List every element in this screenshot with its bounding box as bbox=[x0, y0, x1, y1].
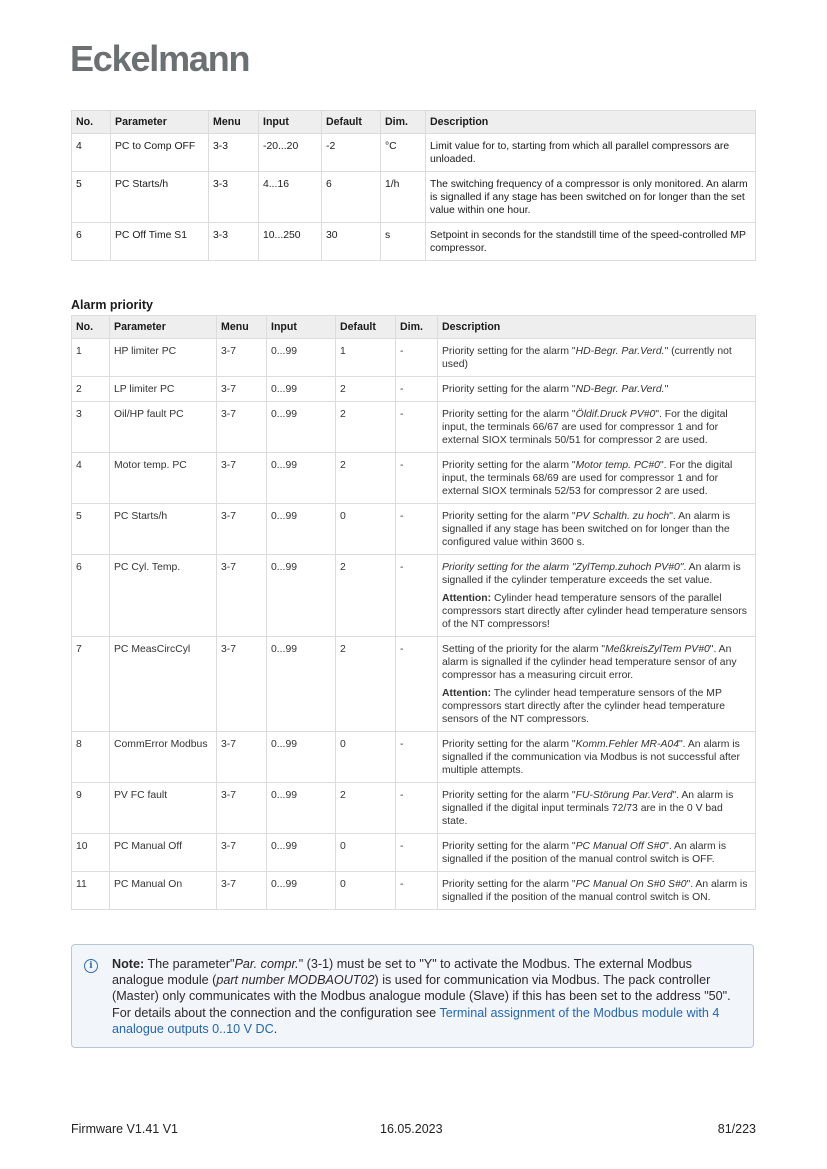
row-input: 0...99 bbox=[267, 504, 336, 555]
row-input: 0...99 bbox=[267, 377, 336, 402]
col-header-parameter: Parameter bbox=[110, 316, 217, 339]
row-parameter: PC Cyl. Temp. bbox=[110, 555, 217, 637]
description-text: Limit value for to, starting from which all parallel compressors are unloaded. bbox=[430, 141, 730, 165]
attention-text: Cylinder head temperature sensors of the parallel compressors start directly after cylinder head temperature sensors of the NT compressors! bbox=[442, 593, 747, 630]
row-input: 0...99 bbox=[267, 339, 336, 377]
row-parameter: PC Starts/h bbox=[111, 172, 209, 223]
row-description bbox=[438, 402, 756, 453]
row-menu: 3-7 bbox=[217, 555, 267, 637]
row-dim: °C bbox=[381, 134, 426, 172]
row-parameter: PC Manual On bbox=[110, 872, 217, 910]
description-text: PC Manual On S#0 S#0 bbox=[575, 879, 687, 890]
row-no: 6 bbox=[72, 223, 111, 261]
description-text: FU-Störung Par.Verd bbox=[575, 790, 673, 801]
row-parameter: PC Off Time S1 bbox=[111, 223, 209, 261]
row-description bbox=[426, 134, 756, 172]
description-text: ". For the digital input, the terminals 68/69 are used for compressor 1 and for external SIOX terminals 52/53 for compressor 2 are used. bbox=[442, 460, 733, 497]
description-text: Priority setting for the alarm " bbox=[442, 879, 576, 890]
row-description bbox=[438, 555, 756, 637]
row-no: 8 bbox=[72, 732, 110, 783]
row-description bbox=[438, 872, 756, 910]
row-description bbox=[438, 834, 756, 872]
row-parameter: CommError Modbus bbox=[110, 732, 217, 783]
description-text: Setpoint in seconds for the standstill time of the speed-controlled MP compressor. bbox=[430, 230, 746, 254]
description-text: MeßkreisZylTem PV#0 bbox=[605, 644, 710, 655]
row-input: -20...20 bbox=[259, 134, 322, 172]
row-description bbox=[438, 377, 756, 402]
description-text: ". For the digital input, the terminals 66/67 are used for compressor 1 and for external SIOX terminals 50/51 for compressor 2 are used. bbox=[442, 409, 728, 446]
table-row bbox=[72, 453, 756, 504]
info-icon: i bbox=[84, 959, 98, 973]
description-text: Öldif.Druck PV#0 bbox=[575, 409, 656, 420]
note-segment: ) is used for communication via Modbus. The pack controller (Master) only communicates with the Modbus analogue module (Slave) if this has been set to the address "50". For details about the connection and the configuration see bbox=[112, 973, 731, 1020]
row-description bbox=[438, 504, 756, 555]
col-header-default: Default bbox=[336, 316, 396, 339]
row-no: 9 bbox=[72, 783, 110, 834]
row-menu: 3-7 bbox=[217, 453, 267, 504]
attention-label: Attention: bbox=[442, 688, 492, 699]
note-label: Note: bbox=[112, 957, 145, 971]
row-input: 0...99 bbox=[267, 402, 336, 453]
row-parameter: PV FC fault bbox=[110, 783, 217, 834]
footer-date: 16.05.2023 bbox=[380, 1122, 443, 1136]
row-input: 0...99 bbox=[267, 783, 336, 834]
table-row bbox=[72, 223, 756, 261]
col-header-no: No. bbox=[72, 316, 110, 339]
row-default: 2 bbox=[336, 402, 396, 453]
col-header-input: Input bbox=[259, 111, 322, 134]
row-no: 7 bbox=[72, 637, 110, 732]
row-description bbox=[426, 172, 756, 223]
row-input: 10...250 bbox=[259, 223, 322, 261]
table-row bbox=[72, 172, 756, 223]
row-no: 4 bbox=[72, 134, 111, 172]
description-text: Komm.Fehler MR-A04 bbox=[575, 739, 679, 750]
row-menu: 3-3 bbox=[209, 134, 259, 172]
row-menu: 3-7 bbox=[217, 377, 267, 402]
description-text: Priority setting for the alarm " bbox=[442, 841, 576, 852]
row-default: 30 bbox=[322, 223, 381, 261]
row-menu: 3-7 bbox=[217, 732, 267, 783]
table-row bbox=[72, 555, 756, 637]
row-input: 0...99 bbox=[267, 637, 336, 732]
description-text: Priority setting for the alarm " bbox=[442, 790, 576, 801]
row-dim: - bbox=[396, 555, 438, 637]
description-text: HD-Begr. Par.Verd. bbox=[575, 346, 665, 357]
row-no: 2 bbox=[72, 377, 110, 402]
description-text: Motor temp. PC#0 bbox=[575, 460, 660, 471]
table-row bbox=[72, 134, 756, 172]
note-text bbox=[112, 956, 744, 1037]
table-header-row bbox=[72, 111, 756, 134]
row-menu: 3-3 bbox=[209, 172, 259, 223]
row-description bbox=[438, 339, 756, 377]
row-no: 6 bbox=[72, 555, 110, 637]
col-header-dim: Dim. bbox=[396, 316, 438, 339]
description-text: PV Schalth. zu hoch bbox=[575, 511, 670, 522]
row-default: 0 bbox=[336, 504, 396, 555]
row-description bbox=[438, 453, 756, 504]
description-text: Priority setting for the alarm " bbox=[442, 460, 576, 471]
row-default: 2 bbox=[336, 783, 396, 834]
row-menu: 3-3 bbox=[209, 223, 259, 261]
row-default: 0 bbox=[336, 872, 396, 910]
description-text: ND-Begr. Par.Verd. bbox=[575, 384, 665, 395]
row-parameter: Motor temp. PC bbox=[110, 453, 217, 504]
row-parameter: PC to Comp OFF bbox=[111, 134, 209, 172]
table-row bbox=[72, 834, 756, 872]
row-default: 6 bbox=[322, 172, 381, 223]
note-box bbox=[71, 944, 754, 1048]
table-row bbox=[72, 783, 756, 834]
description-text: Priority setting for the alarm "ZylTemp.zuhoch PV#0" bbox=[442, 562, 684, 573]
note-segment: Par. compr. bbox=[234, 957, 299, 971]
row-input: 0...99 bbox=[267, 453, 336, 504]
table-row bbox=[72, 339, 756, 377]
attention-label: Attention: bbox=[442, 593, 492, 604]
row-dim: - bbox=[396, 402, 438, 453]
col-header-description: Description bbox=[426, 111, 756, 134]
row-default: 0 bbox=[336, 732, 396, 783]
row-dim: - bbox=[396, 453, 438, 504]
note-segment: The parameter" bbox=[144, 957, 235, 971]
description-text: ". An alarm is signalled if the communication via Modbus is not successful after multiple attempts. bbox=[442, 739, 741, 776]
row-default: 0 bbox=[336, 834, 396, 872]
row-no: 4 bbox=[72, 453, 110, 504]
table-row bbox=[72, 377, 756, 402]
description-text: ". An alarm is signalled if the digital input terminals 72/73 are in the 0 V bad state. bbox=[442, 790, 734, 827]
row-no: 5 bbox=[72, 504, 110, 555]
table-row bbox=[72, 637, 756, 732]
footer-page-number: 81/223 bbox=[717, 1122, 756, 1136]
description-text: PC Manual Off S#0 bbox=[575, 841, 666, 852]
table-header-row bbox=[72, 316, 756, 339]
row-menu: 3-7 bbox=[217, 402, 267, 453]
row-dim: - bbox=[396, 834, 438, 872]
table-row bbox=[72, 872, 756, 910]
row-parameter: HP limiter PC bbox=[110, 339, 217, 377]
row-default: 1 bbox=[336, 339, 396, 377]
row-menu: 3-7 bbox=[217, 637, 267, 732]
description-text: Priority setting for the alarm " bbox=[442, 384, 576, 395]
col-header-input: Input bbox=[267, 316, 336, 339]
note-segment: part number MODBAOUT02 bbox=[216, 973, 375, 988]
footer-firmware: Firmware V1.41 V1 bbox=[71, 1122, 178, 1136]
description-text: The switching frequency of a compressor is only monitored. An alarm is signalled if any stage has been switched on for longer than the set value within one hour. bbox=[430, 179, 748, 216]
row-description bbox=[438, 732, 756, 783]
row-dim: - bbox=[396, 377, 438, 402]
description-text: ". An alarm is signalled if the position of the manual control switch is ON. bbox=[442, 879, 748, 903]
row-parameter: PC MeasCircCyl bbox=[110, 637, 217, 732]
col-header-menu: Menu bbox=[217, 316, 267, 339]
row-dim: s bbox=[381, 223, 426, 261]
row-parameter: Oil/HP fault PC bbox=[110, 402, 217, 453]
row-description bbox=[426, 223, 756, 261]
description-text: " bbox=[664, 384, 669, 395]
row-input: 0...99 bbox=[267, 555, 336, 637]
row-dim: - bbox=[396, 637, 438, 732]
col-header-menu: Menu bbox=[209, 111, 259, 134]
row-default: 2 bbox=[336, 637, 396, 732]
col-header-parameter: Parameter bbox=[111, 111, 209, 134]
description-text: Priority setting for the alarm " bbox=[442, 739, 576, 750]
description-text: Setting of the priority for the alarm " bbox=[442, 644, 606, 655]
terminal-assignment-link[interactable]: Terminal assignment of the Modbus module with 4 analogue outputs 0..10 V DC bbox=[112, 1005, 720, 1036]
row-default: 2 bbox=[336, 377, 396, 402]
row-dim: - bbox=[396, 783, 438, 834]
section-title-alarm-priority: Alarm priority bbox=[71, 298, 153, 312]
eckelmann-logo: Eckelmann bbox=[70, 38, 250, 79]
row-description bbox=[438, 637, 756, 732]
row-menu: 3-7 bbox=[217, 504, 267, 555]
note-segment: . bbox=[273, 1021, 278, 1036]
row-no: 1 bbox=[72, 339, 110, 377]
table-row bbox=[72, 504, 756, 555]
row-no: 11 bbox=[72, 872, 110, 910]
row-parameter: PC Starts/h bbox=[110, 504, 217, 555]
row-default: 2 bbox=[336, 555, 396, 637]
row-default: -2 bbox=[322, 134, 381, 172]
table-row bbox=[72, 732, 756, 783]
description-text: ". An alarm is signalled if the cylinder head temperature sensor of any compressor has a measuring circuit error. bbox=[442, 644, 737, 681]
description-text: Priority setting for the alarm " bbox=[442, 409, 576, 420]
row-input: 0...99 bbox=[267, 732, 336, 783]
description-text: ". An alarm is signalled if any stage has been switched on for longer than the configured value within 3600 s. bbox=[442, 511, 731, 548]
table-row bbox=[72, 402, 756, 453]
row-no: 3 bbox=[72, 402, 110, 453]
col-header-dim: Dim. bbox=[381, 111, 426, 134]
note-segment: " (3-1) must be set to "Y" to activate the Modbus. The external Modbus analogue module ( bbox=[112, 957, 692, 988]
row-menu: 3-7 bbox=[217, 339, 267, 377]
col-header-default: Default bbox=[322, 111, 381, 134]
row-parameter: PC Manual Off bbox=[110, 834, 217, 872]
row-input: 0...99 bbox=[267, 834, 336, 872]
description-text: " (currently not used) bbox=[442, 346, 732, 370]
description-text: Priority setting for the alarm " bbox=[442, 346, 576, 357]
row-default: 2 bbox=[336, 453, 396, 504]
description-text: . An alarm is signalled if the cylinder temperature exceeds the set value. bbox=[442, 562, 741, 586]
row-input: 0...99 bbox=[267, 872, 336, 910]
alarm-priority-table bbox=[71, 315, 756, 910]
description-text: ". An alarm is signalled if the position of the manual control switch is OFF. bbox=[442, 841, 727, 865]
row-dim: 1/h bbox=[381, 172, 426, 223]
col-header-description: Description bbox=[438, 316, 756, 339]
row-description bbox=[438, 783, 756, 834]
row-dim: - bbox=[396, 339, 438, 377]
row-dim: - bbox=[396, 504, 438, 555]
compressor-parameter-table bbox=[71, 110, 756, 261]
description-text: Priority setting for the alarm " bbox=[442, 511, 576, 522]
col-header-no: No. bbox=[72, 111, 111, 134]
row-menu: 3-7 bbox=[217, 834, 267, 872]
row-parameter: LP limiter PC bbox=[110, 377, 217, 402]
attention-text: The cylinder head temperature sensors of the MP compressors start directly after the cylinder head temperature sensors of the NT compressors. bbox=[442, 688, 725, 725]
row-dim: - bbox=[396, 872, 438, 910]
row-no: 10 bbox=[72, 834, 110, 872]
row-menu: 3-7 bbox=[217, 783, 267, 834]
row-input: 4...16 bbox=[259, 172, 322, 223]
row-no: 5 bbox=[72, 172, 111, 223]
row-menu: 3-7 bbox=[217, 872, 267, 910]
row-dim: - bbox=[396, 732, 438, 783]
